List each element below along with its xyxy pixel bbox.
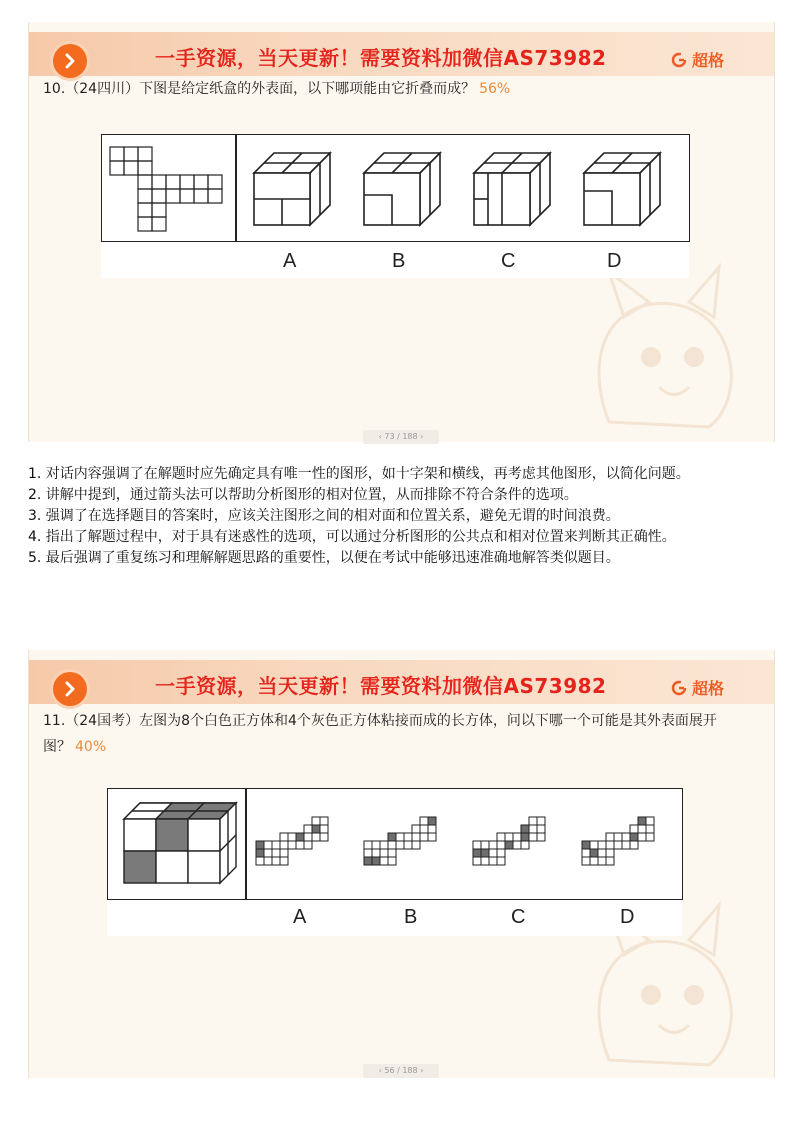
- net-cell: [372, 849, 380, 857]
- net-cell: [420, 825, 428, 833]
- net-cell: [590, 857, 598, 865]
- net-cell: [296, 841, 304, 849]
- net-cell: [364, 857, 372, 865]
- net-cell: [428, 833, 436, 841]
- net-cell: [622, 833, 630, 841]
- option-label-strip: [107, 900, 682, 936]
- net-cell: [582, 841, 590, 849]
- net-cell: [529, 833, 537, 841]
- net-cell: [388, 841, 396, 849]
- net-cell: [288, 841, 296, 849]
- net-cell: [598, 849, 606, 857]
- option-d-cube: [584, 153, 660, 225]
- next-arrow-button[interactable]: [53, 44, 87, 78]
- header-banner: [29, 32, 774, 76]
- summary-notes: [28, 464, 768, 569]
- net-cell: [537, 833, 545, 841]
- net-cell: [320, 825, 328, 833]
- net-cell: [606, 849, 614, 857]
- chevron-right-icon: [62, 53, 78, 69]
- option-c-cube: [474, 153, 550, 225]
- net-cell: [304, 841, 312, 849]
- net-cell: [404, 833, 412, 841]
- net-cell: [497, 849, 505, 857]
- net-cell: [521, 841, 529, 849]
- net-cell: [288, 833, 296, 841]
- unfolded-net: [110, 147, 222, 231]
- net-cell: [256, 849, 264, 857]
- net-cell: [280, 857, 288, 865]
- net-cell: [304, 825, 312, 833]
- net-cell: [264, 857, 272, 865]
- net-cell: [272, 841, 280, 849]
- net-cell: [638, 825, 646, 833]
- page-indicator[interactable]: ‹ 73 / 188 ›: [363, 430, 439, 444]
- net-cell: [497, 841, 505, 849]
- question-text: [43, 708, 743, 760]
- banner-text: 一手资源，当天更新！需要资料加微信AS73982: [155, 46, 607, 70]
- net-cell: [256, 841, 264, 849]
- net-cell: [598, 841, 606, 849]
- net-cell: [590, 841, 598, 849]
- net-cell: [537, 817, 545, 825]
- cuboid-3d: [124, 803, 236, 883]
- net-cell: [272, 857, 280, 865]
- option-d-label[interactable]: D: [620, 906, 635, 928]
- net-cell: [428, 817, 436, 825]
- net-cell: [638, 817, 646, 825]
- net-cell: [412, 841, 420, 849]
- net-cell: [606, 833, 614, 841]
- net-cell: [614, 841, 622, 849]
- net-cell: [646, 833, 654, 841]
- net-cell: [646, 817, 654, 825]
- option-b-label[interactable]: B: [404, 906, 418, 928]
- net-cell: [364, 849, 372, 857]
- net-cell: [304, 833, 312, 841]
- net-cell: [505, 833, 513, 841]
- cube-net-drawings: [102, 135, 689, 241]
- brand-logo: [671, 48, 724, 71]
- net-cell: [513, 841, 521, 849]
- net-cell: [412, 825, 420, 833]
- correct-rate: 56%: [479, 81, 511, 97]
- net-cell: [312, 817, 320, 825]
- net-cell: [388, 833, 396, 841]
- page-indicator[interactable]: ‹ 56 / 188 ›: [363, 1064, 439, 1078]
- question-body: 11.（24国考）左图为8个白色正方体和4个灰色正方体粘接而成的长方体，问以下哪一个可能是其外表面展开图？: [43, 713, 717, 755]
- net-cell: [497, 833, 505, 841]
- cuboid-drawings: [108, 789, 682, 899]
- next-arrow-button[interactable]: [53, 672, 87, 706]
- net-cell: [497, 857, 505, 865]
- net-cell: [598, 857, 606, 865]
- puzzle-figure: [107, 788, 683, 900]
- net-cell: [420, 817, 428, 825]
- net-cell: [630, 825, 638, 833]
- net-cell: [481, 841, 489, 849]
- net-cell: [404, 841, 412, 849]
- net-cell: [412, 833, 420, 841]
- net-cell: [272, 849, 280, 857]
- net-cell: [489, 857, 497, 865]
- net-cell: [582, 857, 590, 865]
- net-cell: [590, 849, 598, 857]
- net-cell: [320, 817, 328, 825]
- net-cell: [521, 833, 529, 841]
- question-card-10: [28, 22, 775, 442]
- net-cell: [473, 841, 481, 849]
- net-cell: [513, 833, 521, 841]
- net-cell: [280, 833, 288, 841]
- net-cell: [320, 833, 328, 841]
- note-item: 1. 对话内容强调了在解题时应先确定具有唯一性的图形，如十字架和横线，再考虑其他图形，以简化问题。: [28, 466, 690, 482]
- net-cell: [582, 849, 590, 857]
- net-cell: [380, 849, 388, 857]
- option-a-cube: [254, 153, 330, 225]
- net-cell: [529, 817, 537, 825]
- mascot-watermark: [569, 262, 759, 432]
- option-d-label[interactable]: D: [607, 250, 622, 272]
- option-nets: [256, 817, 654, 865]
- header-banner: [29, 660, 774, 704]
- brand-name: 超格: [691, 51, 724, 70]
- net-cell: [489, 841, 497, 849]
- net-cell: [372, 841, 380, 849]
- chevron-right-icon: [62, 681, 78, 697]
- option-c-label[interactable]: C: [501, 250, 516, 272]
- net-cell: [388, 857, 396, 865]
- banner-text: 一手资源，当天更新！需要资料加微信AS73982: [155, 674, 607, 698]
- option-a-label[interactable]: A: [283, 250, 297, 272]
- option-label-strip: [101, 242, 689, 278]
- net-cell: [396, 833, 404, 841]
- note-item: 3. 强调了在选择题目的答案时，应该关注图形之间的相对面和位置关系，避免无谓的时间浪费。: [28, 508, 620, 524]
- net-cell: [380, 857, 388, 865]
- brand-g-icon: [671, 52, 687, 68]
- note-item: 5. 最后强调了重复练习和理解解题思路的重要性，以便在考试中能够迅速准确地解答类似题目。: [28, 550, 620, 566]
- net-cell: [481, 857, 489, 865]
- net-cell: [372, 857, 380, 865]
- net-cell: [614, 833, 622, 841]
- question-card-11: [28, 650, 775, 1078]
- net-cell: [537, 825, 545, 833]
- net-cell: [264, 849, 272, 857]
- net-cell: [521, 825, 529, 833]
- net-cell: [473, 857, 481, 865]
- net-cell: [606, 841, 614, 849]
- net-cell: [529, 825, 537, 833]
- option-c-label[interactable]: C: [511, 906, 526, 928]
- net-cell: [312, 833, 320, 841]
- puzzle-figure: [101, 134, 690, 242]
- option-a-label[interactable]: A: [293, 906, 307, 928]
- option-b-cube: [364, 153, 440, 225]
- net-cell: [256, 857, 264, 865]
- brand-logo: [671, 676, 724, 699]
- brand-name: 超格: [691, 679, 724, 698]
- net-cell: [481, 849, 489, 857]
- note-item: 4. 指出了解题过程中，对于具有迷惑性的选项，可以通过分析图形的公共点和相对位置来判断其正确性。: [28, 529, 676, 545]
- net-cell: [638, 833, 646, 841]
- brand-g-icon: [671, 680, 687, 696]
- net-cell: [380, 841, 388, 849]
- net-cell: [428, 825, 436, 833]
- net-cell: [420, 833, 428, 841]
- net-cell: [630, 833, 638, 841]
- net-cell: [296, 833, 304, 841]
- net-cell: [280, 849, 288, 857]
- question-text: [43, 76, 743, 102]
- question-body: 10.（24四川）下图是给定纸盒的外表面，以下哪项能由它折叠而成？: [43, 81, 476, 97]
- option-b-label[interactable]: B: [392, 250, 406, 272]
- note-item: 2. 讲解中提到，通过箭头法可以帮助分析图形的相对位置，从而排除不符合条件的选项。: [28, 487, 578, 503]
- net-cell: [396, 841, 404, 849]
- net-cell: [388, 849, 396, 857]
- net-cell: [630, 841, 638, 849]
- net-cell: [505, 841, 513, 849]
- net-cell: [646, 825, 654, 833]
- correct-rate: 40%: [75, 739, 107, 755]
- net-cell: [622, 841, 630, 849]
- net-cell: [606, 857, 614, 865]
- net-cell: [489, 849, 497, 857]
- net-cell: [280, 841, 288, 849]
- net-cell: [312, 825, 320, 833]
- net-cell: [264, 841, 272, 849]
- net-cell: [473, 849, 481, 857]
- net-cell: [364, 841, 372, 849]
